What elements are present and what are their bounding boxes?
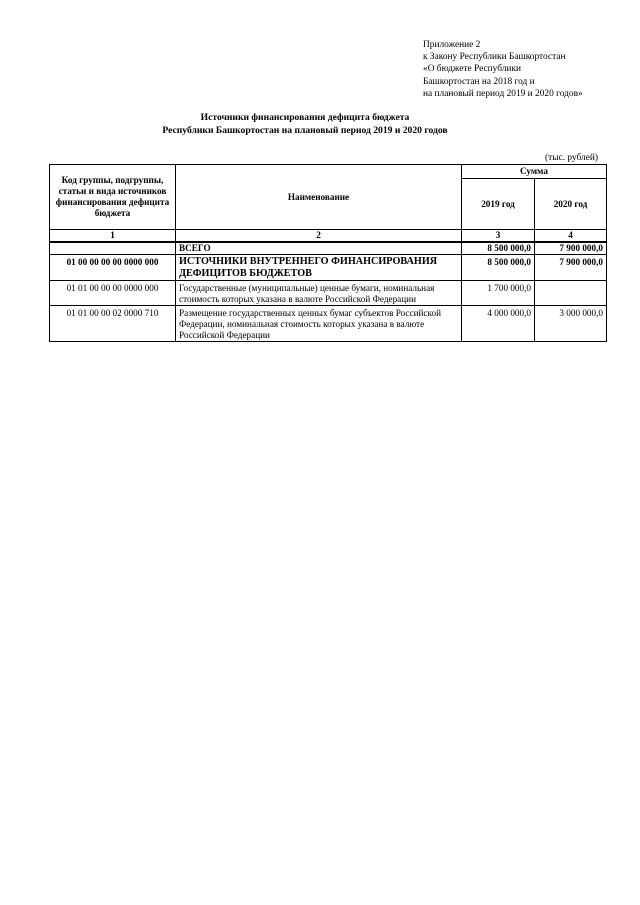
column-number: 3 xyxy=(462,230,535,243)
document-title xyxy=(0,112,610,137)
table-row xyxy=(50,306,607,342)
column-number: 1 xyxy=(50,230,176,243)
row-name: ИСТОЧНИКИ ВНУТРЕННЕГО ФИНАНСИРОВАНИЯ ДЕФИЦИТОВ БЮДЖЕТОВ xyxy=(176,255,462,281)
appendix-block xyxy=(423,39,583,100)
row-name: Размещение государственных ценных бумаг субъектов Российской Федерации, номинальная стоимость которых указана в валюте Российской Федерации xyxy=(176,306,462,342)
row-value-2020 xyxy=(535,281,607,306)
row-code: 01 01 00 00 02 0000 710 xyxy=(50,306,176,342)
column-number: 2 xyxy=(176,230,462,243)
table-row xyxy=(50,255,607,281)
row-value-2020: 7 900 000,0 xyxy=(535,255,607,281)
row-value-2019: 8 500 000,0 xyxy=(462,242,535,255)
appendix-line: «О бюджете Республики xyxy=(423,64,522,75)
row-value-2019: 4 000 000,0 xyxy=(462,306,535,342)
header-sum: Сумма xyxy=(462,165,607,179)
appendix-line: Приложение 2 xyxy=(423,40,481,50)
row-name: Государственные (муниципальные) ценные бумаги, номинальная стоимость которых указана в валюте Российской Федерации xyxy=(176,281,462,306)
units-label: (тыс. рублей) xyxy=(545,153,599,163)
title-line-1: Источники финансирования дефицита бюджета xyxy=(200,112,410,123)
row-value-2020: 7 900 000,0 xyxy=(535,242,607,255)
row-name: ВСЕГО xyxy=(176,242,462,255)
table-row xyxy=(50,242,607,255)
appendix-line: к Закону Республики Башкортостан xyxy=(423,52,566,63)
row-value-2019: 8 500 000,0 xyxy=(462,255,535,281)
budget-sources-table xyxy=(49,164,607,342)
header-year-2020: 2020 год xyxy=(535,179,607,230)
header-code: Код группы, подгруппы, статьи и вида источников финансирования дефицита бюджета xyxy=(50,165,176,230)
row-value-2019: 1 700 000,0 xyxy=(462,281,535,306)
row-code: 01 01 00 00 00 0000 000 xyxy=(50,281,176,306)
title-line-2: Республики Башкортостан на плановый период 2019 и 2020 годов xyxy=(162,124,448,136)
column-number-row xyxy=(50,230,607,243)
table-row xyxy=(50,281,607,306)
appendix-line: Башкортостан на 2018 год и xyxy=(423,76,535,87)
row-code xyxy=(50,242,176,255)
header-year-2019: 2019 год xyxy=(462,179,535,230)
row-value-2020: 3 000 000,0 xyxy=(535,306,607,342)
column-number: 4 xyxy=(535,230,607,243)
row-code: 01 00 00 00 00 0000 000 xyxy=(50,255,176,281)
header-name: Наименование xyxy=(176,165,462,230)
appendix-line: на плановый период 2019 и 2020 годов» xyxy=(423,88,583,99)
